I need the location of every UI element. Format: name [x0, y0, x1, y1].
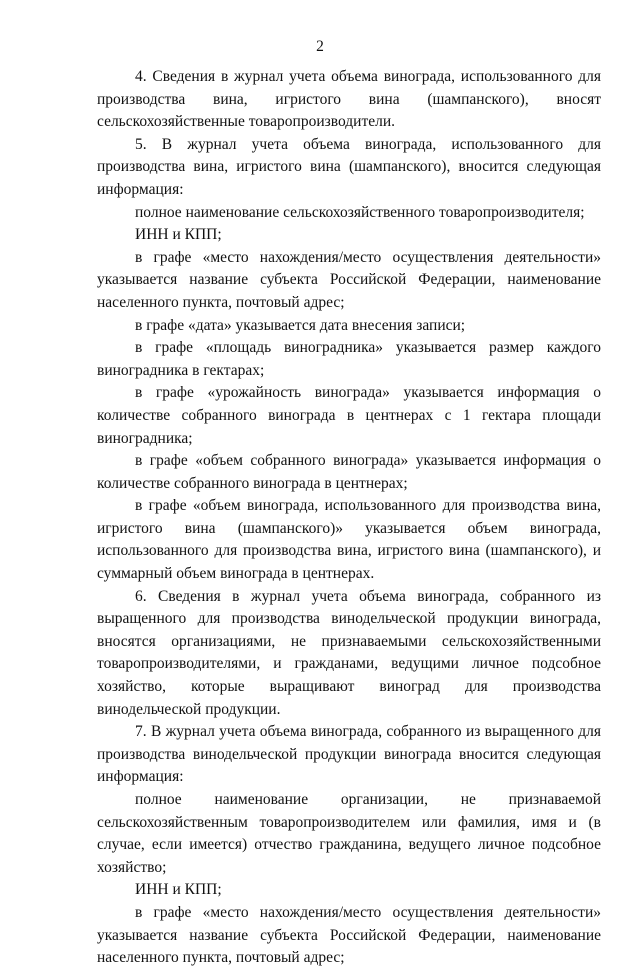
page-number: 2	[316, 38, 324, 55]
paragraph-5: 5. В журнал учета объема винограда, использованного для производства вина, игристого вина (шампанского), вносится следующая информация:	[97, 135, 601, 198]
list-item-organization-name: полное наименование организации, не признаваемой сельскохозяйственным товаропроизводителем или фамилия, имя и (в случае, если имеется) отчество гражданина, ведущего личное подсобное хозяйство;	[97, 791, 601, 876]
list-item-inn-kpp-2: ИНН и КПП;	[135, 881, 222, 899]
paragraph-4: 4. Сведения в журнал учета объема винограда, использованного для производства вина, игристого вина (шампанского), вносят сельскохозяйственные товаропроизводители.	[97, 68, 601, 131]
list-item-location: в графе «место нахождения/место осуществления деятельности» указывается название субъекта Российской Федерации, наименование населенного пункта, почтовый адрес;	[97, 248, 601, 311]
list-item-inn-kpp: ИНН и КПП;	[135, 226, 222, 244]
list-item-yield: в графе «урожайность винограда» указывается информация о количестве собранного винограда в центнерах с 1 гектара площади виноградника;	[97, 384, 601, 447]
list-item-harvested-volume: в графе «объем собранного винограда» указывается информация о количестве собранного винограда в центнерах;	[97, 452, 601, 492]
paragraph-7: 7. В журнал учета объема винограда, собранного из выращенного для производства винодельческой продукции винограда вносится следующая информация:	[97, 723, 601, 786]
paragraph-6: 6. Сведения в журнал учета объема винограда, собранного из выращенного для производства винодельческой продукции винограда, вносятся организациями, не признаваемыми сельскохозяйственными товаропроизводителями, и гражданами, ведущими личное подсобное хозяйство, которые выращивают виноград для производства винодельческой продукции.	[97, 587, 601, 718]
list-item-full-name: полное наименование сельскохозяйственного товаропроизводителя;	[135, 203, 585, 221]
list-item-used-volume: в графе «объем винограда, использованного для производства вина, игристого вина (шампанского)» указывается объем винограда, использованного для производства вина, игристого вина (шампанского), и суммарный объем винограда в центнерах.	[97, 497, 601, 583]
list-item-location-2: в графе «место нахождения/место осуществления деятельности» указывается название субъекта Российской Федерации, наименование населенного пункта, почтовый адрес;	[97, 903, 601, 967]
list-item-date: в графе «дата» указывается дата внесения записи;	[135, 316, 466, 334]
document-body	[97, 66, 601, 970]
list-item-vineyard-area: в графе «площадь виноградника» указывается размер каждого виноградника в гектарах;	[97, 339, 601, 379]
